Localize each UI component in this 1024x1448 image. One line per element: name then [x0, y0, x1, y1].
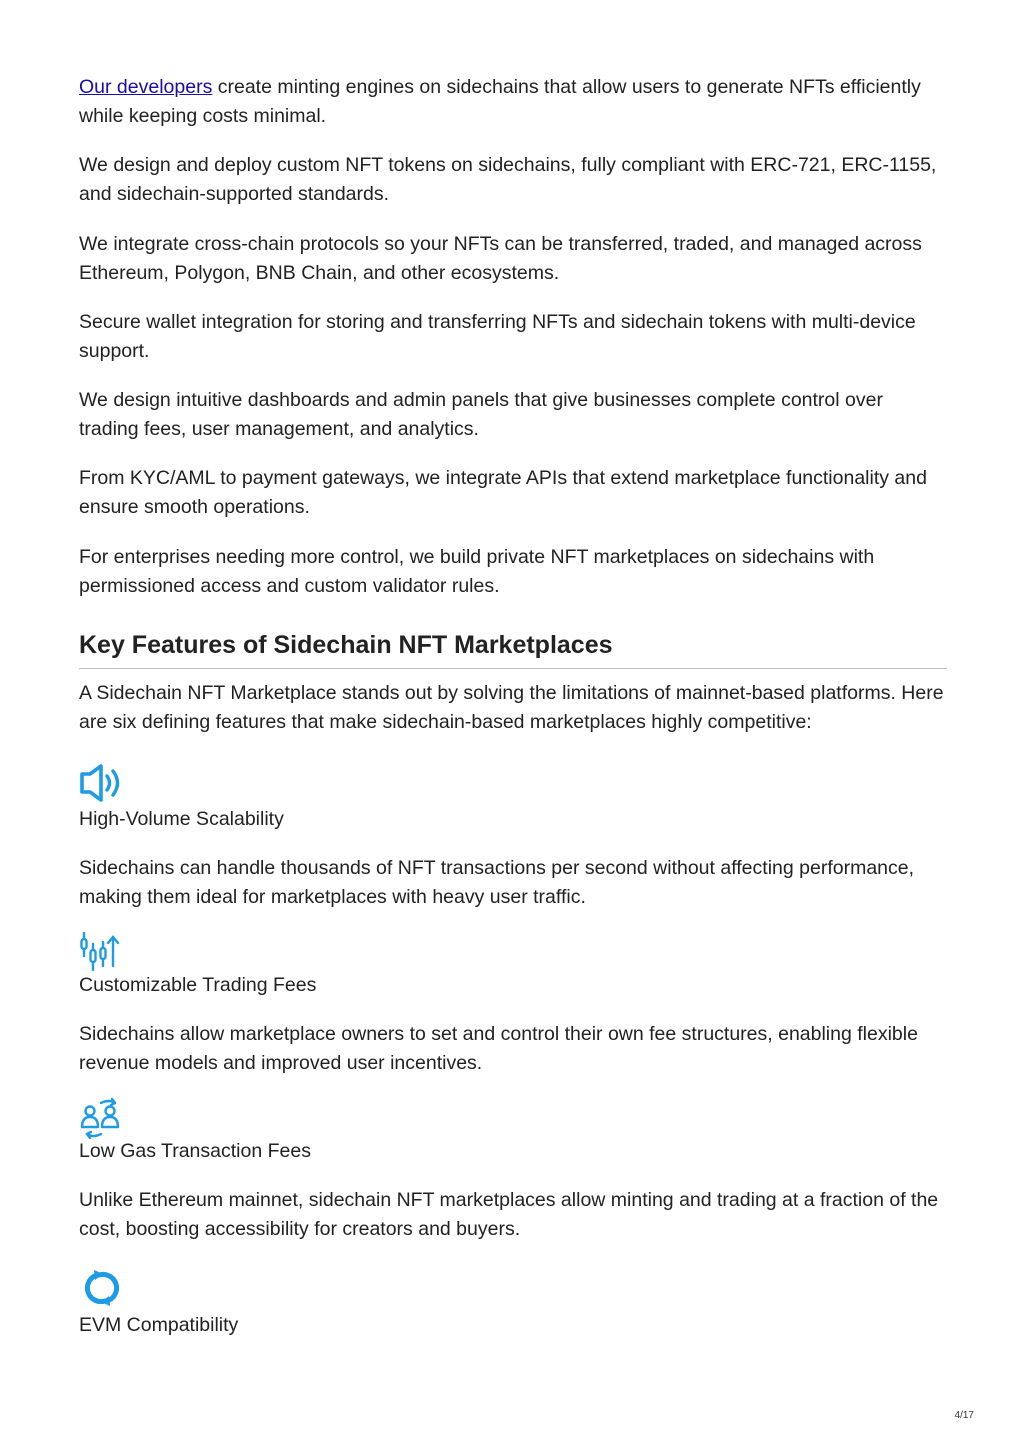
- paragraph-custom-tokens: We design and deploy custom NFT tokens on sidechains, fully compliant with ERC-721, ERC-1155, and sidechain-supported standards.: [79, 154, 937, 205]
- feature-title: High-Volume Scalability: [79, 808, 284, 830]
- paragraph-private-marketplaces: For enterprises needing more control, we build private NFT marketplaces on sidechains with permissioned access and custom validator rules.: [79, 546, 875, 597]
- section-heading: Key Features of Sidechain NFT Marketplaces: [79, 631, 613, 659]
- paragraph-minting-engines: [79, 73, 947, 131]
- paragraph-apis: From KYC/AML to payment gateways, we integrate APIs that extend marketplace functionality and ensure smooth operations.: [79, 467, 927, 518]
- sync-icon: [79, 1268, 123, 1313]
- speaker-icon: [79, 763, 127, 808]
- feature-title: EVM Compatibility: [79, 1314, 239, 1336]
- feature-description: Sidechains can handle thousands of NFT transactions per second without affecting performance, making them ideal for marketplaces with heavy user traffic.: [79, 857, 915, 908]
- feature-description: Sidechains allow marketplace owners to set and control their own fee structures, enabling flexible revenue models and improved user incentives.: [79, 1023, 918, 1074]
- our-developers-link[interactable]: Our developers: [79, 76, 213, 98]
- feature-title: Low Gas Transaction Fees: [79, 1140, 311, 1162]
- paragraph-cross-chain: We integrate cross-chain protocols so your NFTs can be transferred, traded, and managed across Ethereum, Polygon, BNB Chain, and other ecosystems.: [79, 233, 922, 284]
- paragraph-wallet: Secure wallet integration for storing and transferring NFTs and sidechain tokens with multi-device support.: [79, 311, 916, 362]
- section-intro: A Sidechain NFT Marketplace stands out by solving the limitations of mainnet-based platforms. Here are six defining features that make sidechain-based marketplaces highly competitive:: [79, 682, 944, 733]
- heading-divider: [79, 668, 947, 669]
- paragraph-dashboards: We design intuitive dashboards and admin panels that give businesses complete control over trading fees, user management, and analytics.: [79, 389, 883, 440]
- feature-description: Unlike Ethereum mainnet, sidechain NFT marketplaces allow minting and trading at a fraction of the cost, boosting accessibility for creators and buyers.: [79, 1189, 939, 1240]
- feature-title: Customizable Trading Fees: [79, 974, 317, 996]
- paragraph-minting-text: create minting engines on sidechains that allow users to generate NFTs efficiently while keeping costs minimal.: [79, 76, 921, 127]
- page-number: 4/17: [954, 1410, 974, 1421]
